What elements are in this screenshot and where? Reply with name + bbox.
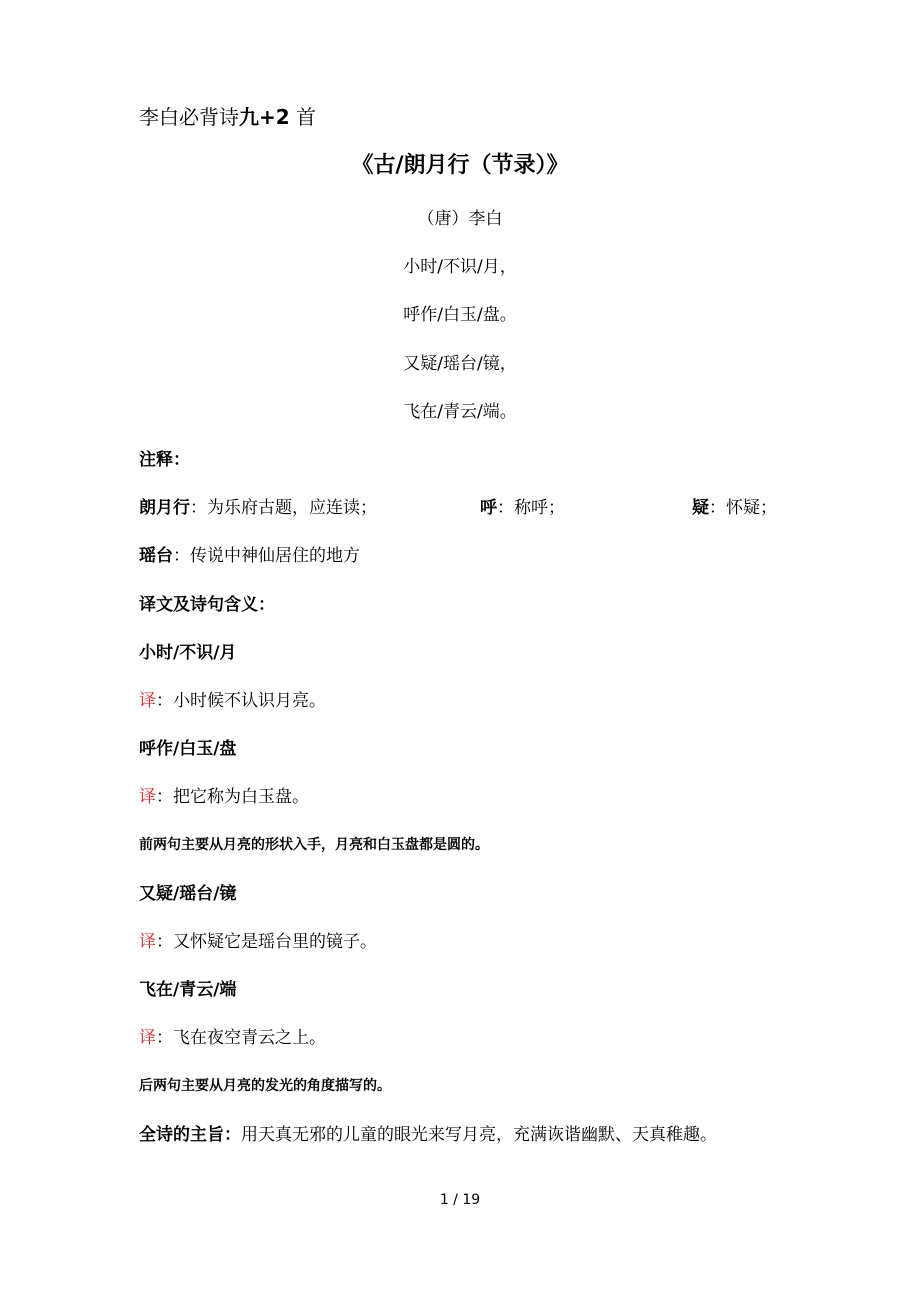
note-term: 呼 <box>480 498 497 518</box>
translation-label: 译 <box>139 932 156 952</box>
poem-author: （唐）李白 <box>417 209 503 229</box>
heading-bold: 九+2 <box>239 105 290 129</box>
theme-text: 用天真无邪的儿童的眼光来写月亮，充满诙谐幽默、天真稚趣。 <box>241 1125 717 1145</box>
translation-label: 译 <box>139 691 156 711</box>
verse-line: 又疑/瑶台/镜 <box>139 884 237 904</box>
theme <box>139 1120 717 1145</box>
note-term: 疑 <box>692 498 709 518</box>
notes-heading: 注释： <box>139 450 190 470</box>
translation-label: 译 <box>139 1028 156 1048</box>
poem-line: 小时/不识/月， <box>403 257 517 277</box>
translation-label: 译 <box>139 787 156 807</box>
note-text: ：为乐府古题，应连读； <box>190 498 377 518</box>
poem-line: 飞在/青云/端。 <box>403 402 517 422</box>
translation-text: 译：飞在夜空青云之上。 <box>139 1028 326 1048</box>
translation-heading: 译文及诗句含义： <box>139 595 275 615</box>
translation-text: 译：又怀疑它是瑶台里的镜子。 <box>139 932 377 952</box>
translation-text: 译：小时候不认识月亮。 <box>139 691 326 711</box>
theme-label: 全诗的主旨： <box>139 1125 241 1145</box>
verse-line: 飞在/青云/端 <box>139 980 237 1000</box>
summary-note: 后两句主要从月亮的发光的角度描写的。 <box>139 1078 391 1094</box>
page-number: 1 / 19 <box>439 1192 481 1208</box>
poem-title: 《古/朗月行（节录）》 <box>351 153 569 178</box>
heading-prefix: 李白必背诗 <box>139 105 239 129</box>
verse-line: 小时/不识/月 <box>139 643 237 663</box>
verse-line: 呼作/白玉/盘 <box>139 739 237 759</box>
note-item <box>139 493 377 518</box>
note-text: ：传说中神仙居住的地方 <box>173 546 360 566</box>
note-term: 瑶台 <box>139 546 173 566</box>
poem-line: 又疑/瑶台/镜， <box>403 354 517 374</box>
translation-text: 译：把它称为白玉盘。 <box>139 787 309 807</box>
document-heading <box>139 101 316 130</box>
note-item <box>480 493 565 518</box>
note-item <box>692 493 777 518</box>
heading-suffix: 首 <box>289 105 317 129</box>
summary-note: 前两句主要从月亮的形状入手，月亮和白玉盘都是圆的。 <box>139 837 489 853</box>
note-text: ：称呼； <box>497 498 565 518</box>
note-item <box>139 541 360 566</box>
note-text: ：怀疑； <box>709 498 777 518</box>
poem-line: 呼作/白玉/盘。 <box>403 305 517 325</box>
note-term: 朗月行 <box>139 498 190 518</box>
